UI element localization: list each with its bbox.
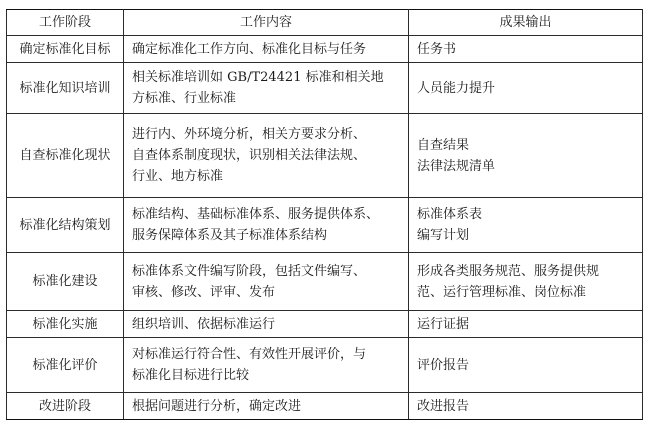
header-output: 成果输出: [409, 10, 643, 36]
table-row: [7, 198, 643, 253]
content-line: 审核、修改、评审、发布: [132, 284, 276, 300]
content-cell: [124, 198, 409, 253]
phase-cell: 确定标准化目标: [7, 36, 124, 63]
table-row: [7, 311, 643, 338]
content-line: 标准化目标进行比较: [132, 368, 250, 383]
table-row: [7, 63, 643, 114]
output-line: 评价报告: [417, 357, 470, 373]
output-cell: [409, 393, 643, 420]
output-line: 任务书: [417, 41, 457, 57]
output-line: 形成各类服务规范、服务提供规: [417, 263, 600, 279]
phase-cell: 标准化知识培训: [7, 63, 124, 114]
content-cell: [124, 36, 409, 63]
content-cell: [124, 393, 409, 420]
content-line: 自查体系制度现状，识别相关法律法规、: [132, 148, 367, 163]
content-line: 进行内、外环境分析，相关方要求分析、: [132, 127, 367, 142]
phase-cell: 自查标准化现状: [7, 114, 124, 198]
phase-cell: 改进阶段: [7, 393, 124, 420]
phase-cell: 标准化实施: [7, 311, 124, 338]
table-row: [7, 36, 643, 63]
table-row: [7, 114, 643, 198]
content-line: 对标准运行符合性、有效性开展评价，与: [132, 347, 367, 362]
header-phase: 工作阶段: [7, 10, 124, 36]
content-cell: [124, 63, 409, 114]
phase-cell: 标准化评价: [7, 338, 124, 393]
output-line: 人员能力提升: [417, 80, 496, 96]
content-line: 方标准、行业标准: [132, 91, 237, 106]
output-cell: [409, 253, 643, 311]
output-line: 编写计划: [417, 228, 470, 243]
work-stage-table: [6, 9, 643, 420]
output-line: 改进报告: [417, 398, 470, 414]
output-line: 法律法规清单: [417, 158, 496, 174]
content-line: 标准体系文件编写阶段，包括文件编写、: [132, 263, 367, 279]
content-cell: [124, 114, 409, 198]
content-line: 相关标准培训如 GB/T24421 标准和相关地: [132, 70, 384, 85]
output-line: 标准体系表: [417, 207, 483, 222]
content-cell: [124, 311, 409, 338]
content-line: 组织培训、依据标准运行: [132, 316, 276, 332]
header-row: [7, 10, 643, 36]
content-line: 标准结构、基础标准体系、服务提供体系、: [132, 207, 380, 222]
output-cell: [409, 198, 643, 253]
phase-cell: 标准化结构策划: [7, 198, 124, 253]
output-line: 自查结果: [417, 137, 470, 153]
table-row: [7, 253, 643, 311]
content-cell: [124, 253, 409, 311]
output-line: 范、运行管理标准、岗位标准: [417, 284, 587, 300]
content-cell: [124, 338, 409, 393]
table-row: [7, 393, 643, 420]
output-cell: [409, 114, 643, 198]
output-line: 运行证据: [417, 316, 470, 332]
content-line: 行业、地方标准: [132, 169, 224, 184]
table-row: [7, 338, 643, 393]
content-line: 确定标准化工作方向、标准化目标与任务: [132, 41, 367, 57]
phase-cell: 标准化建设: [7, 253, 124, 311]
output-cell: [409, 338, 643, 393]
content-line: 根据问题进行分析，确定改进: [132, 398, 302, 414]
output-cell: [409, 311, 643, 338]
content-line: 服务保障体系及其子标准体系结构: [132, 228, 328, 243]
output-cell: [409, 36, 643, 63]
output-cell: [409, 63, 643, 114]
header-content: 工作内容: [124, 10, 409, 36]
